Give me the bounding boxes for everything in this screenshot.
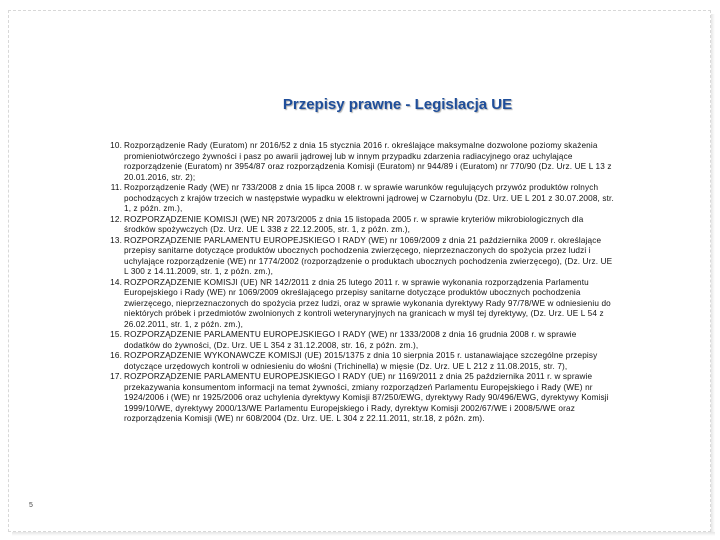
list-item-number: 14. [110,277,122,287]
slide-title: Przepisy prawne - Legislacja UE [282,96,513,113]
legislation-list [105,141,615,425]
list-item-number: 15. [110,330,122,339]
list-item [105,330,615,351]
list-item-text: Rozporządzenie Rady (WE) nr 733/2008 z dnia 15 lipca 2008 r. w sprawie warunków regulujących przywóz produktów rolnych pochodzących z krajów trzecich w następstwie wypadku w elektrowni jądrowej w Czarnobylu (Dz. Urz. UE L 201 z 30.07.2008, str. 1, z późn. zm.), [124,183,614,213]
list-item [105,183,615,215]
list-item-number: 11. [110,183,122,192]
list-item-number: 12. [110,214,122,224]
list-item [105,236,615,278]
list-item-number: 10. [110,141,122,150]
list-item [105,141,615,183]
list-item [105,215,615,236]
list-item-text: ROZPORZĄDZENIE KOMISJI (UE) NR 142/2011 z dnia 25 lutego 2011 r. w sprawie wykonania rozporządzenia Parlamentu Europejskiego i Rady (WE) nr 1069/2009 określającego przepisy sanitarne dotyczące produktów ubocznych pochodzenia zwierzęcego, nieprzeznaczonych do spożycia przez ludzi, oraz w sprawie wykonania dyrektywy Rady 97/78/WE w odniesieniu do niektórych próbek i przedmiotów zwolnionych z kontroli weterynaryjnych na granicach w myśl tej dyrektywy, (Dz. Urz. UE L 54 z 26.02.2011, str. 1, z późn. zm.), [124,277,611,329]
page-number: 5 [29,502,33,509]
list-item-number: 13. [110,235,122,245]
slide-shadow-bottom [12,532,715,536]
list-item-text: ROZPORZĄDZENIE PARLAMENTU EUROPEJSKIEGO I RADY (UE) nr 1169/2011 z dnia 25 października 2011 r. w sprawie przekazywania konsumentom informacji na temat żywności, zmiany rozporządzeń Parlamentu Europejskiego i Rady (WE) nr 1924/2006 i (WE) nr 1925/2006 oraz uchylenia dyrektywy Komisji 87/250/EWG, dyrektywy Rady 90/496/EWG, dyrektywy Komisji 1999/10/WE, dyrektywy 2000/13/WE Parlamentu Europejskiego i Rady, dyrektyw Komisji 2002/67/WE i 2008/5/WE oraz rozporządzenia Komisji (WE) nr 608/2004 (Dz. Urz. UE. L 304 z 22.11.2011, str.18, z późn. zm). [124,372,609,423]
list-item [105,278,615,331]
list-item-text: ROZPORZĄDZENIE PARLAMENTU EUROPEJSKIEGO I RADY (WE) nr 1333/2008 z dnia 16 grudnia 2008 r. w sprawie dodatków do żywności, (Dz. Urz. UE L 354 z 31.12.2008, str. 16, z późn. zm.), [124,330,577,350]
list-item [105,372,615,425]
slide-shadow-right [711,14,715,534]
list-item-text: ROZPORZĄDZENIE KOMISJI (WE) NR 2073/2005 z dnia 15 listopada 2005 r. w sprawie kryteriów mikrobiologicznych dla środków spożywczych (Dz. Urz. UE L 338 z 22.12.2005, str. 1, z późn. zm.), [124,214,584,234]
list-item-text: ROZPORZĄDZENIE PARLAMENTU EUROPEJSKIEGO I RADY (WE) nr 1069/2009 z dnia 21 października 2009 r. określające przepisy sanitarne dotyczące produktów ubocznych pochodzenia zwierzęcego, nieprzeznaczonych do spożycia przez ludzi i uchylające rozporządzenie (WE) nr 1774/2002 (rozporządzenie o produktach ubocznych pochodzenia zwierzęcego), (Dz. Urz. UE L 300 z 14.11.2009, str. 1, z późn. zm.), [124,235,613,276]
list-item-text: Rozporządzenie Rady (Euratom) nr 2016/52 z dnia 15 stycznia 2016 r. określające maksymalne dozwolone poziomy skażenia promieniotwórczego żywności i pasz po awarii jądrowej lub w innym przypadku zdarzenia radiacyjnego oraz uchylające rozporządzenie (Euratom) nr 3954/87 oraz rozporządzenia Komisji (Euratom) nr 944/89 i (Euratom) nr 770/90 (Dz. Urz. UE L 13 z 20.01.2016, str. 2); [124,141,612,182]
list-item [105,351,615,372]
list-item-number: 16. [110,351,122,360]
list-item-text: ROZPORZĄDZENIE WYKONAWCZE KOMISJI (UE) 2015/1375 z dnia 10 sierpnia 2015 r. ustanawiające szczególne przepisy dotyczące urzędowych kontroli w odniesieniu do włośni (Trichinella) w mięsie (Dz. Urz. UE L 212 z 11.08.2015, str. 7), [124,351,598,371]
list-item-number: 17. [110,372,122,381]
